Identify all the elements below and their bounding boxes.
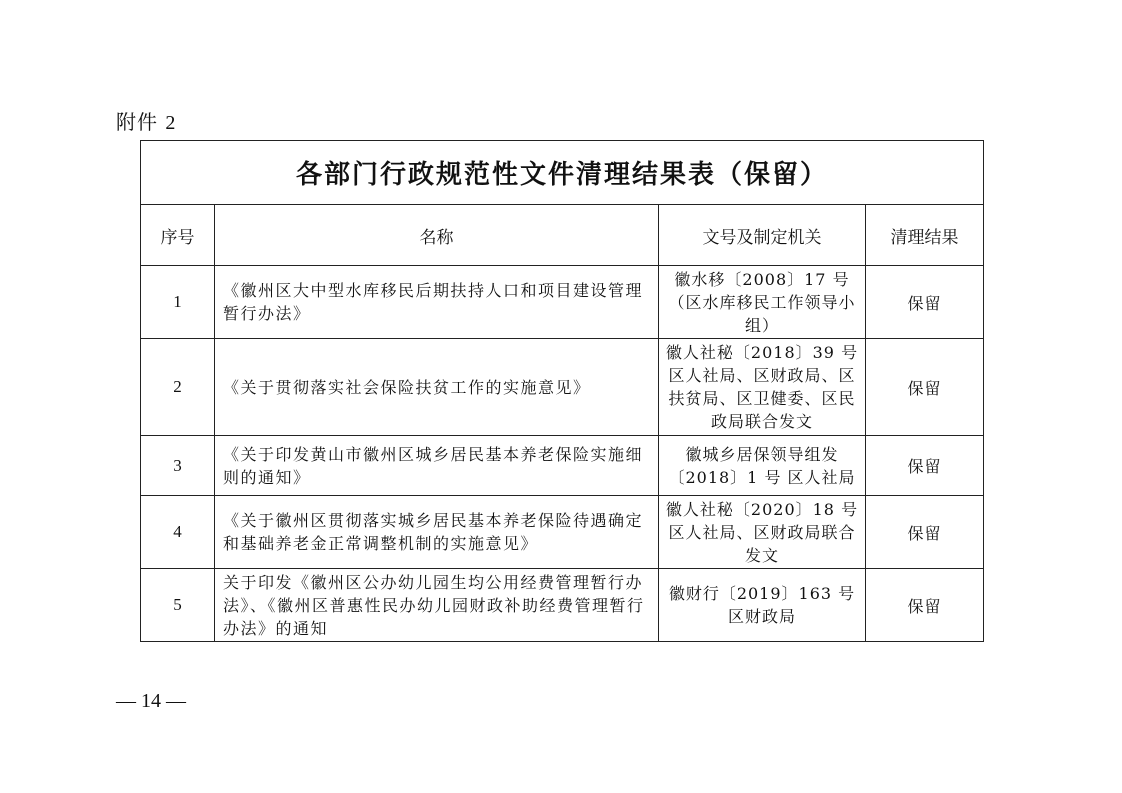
- row-doc: 徽人社秘〔2018〕39 号区人社局、区财政局、区扶贫局、区卫健委、区民政局联合发文: [659, 339, 866, 436]
- row-result: 保留: [866, 266, 984, 339]
- row-result: 保留: [866, 339, 984, 436]
- header-seq: 序号: [141, 205, 215, 266]
- row-doc: 徽人社秘〔2020〕18 号区人社局、区财政局联合发文: [659, 496, 866, 569]
- row-doc: 徽城乡居保领导组发〔2018〕1 号 区人社局: [659, 436, 866, 496]
- row-doc: 徽水移〔2008〕17 号（区水库移民工作领导小组）: [659, 266, 866, 339]
- table-row: [141, 496, 984, 569]
- table-row: [141, 569, 984, 642]
- page-number: — 14 —: [116, 690, 186, 712]
- row-result: 保留: [866, 569, 984, 642]
- header-result: 清理结果: [866, 205, 984, 266]
- row-name: 关于印发《徽州区公办幼儿园生均公用经费管理暂行办法》、《徽州区普惠性民办幼儿园财政补助经费管理暂行办法》的通知: [215, 569, 659, 642]
- row-seq: 5: [141, 569, 215, 642]
- attachment-number: 2: [165, 112, 177, 134]
- table-title: 各部门行政规范性文件清理结果表（保留）: [141, 141, 984, 205]
- results-table: [140, 140, 984, 642]
- row-seq: 2: [141, 339, 215, 436]
- attachment-text: 附件: [116, 110, 158, 134]
- row-result: 保留: [866, 496, 984, 569]
- row-seq: 4: [141, 496, 215, 569]
- row-name: 《徽州区大中型水库移民后期扶持人口和项目建设管理暂行办法》: [215, 266, 659, 339]
- row-seq: 3: [141, 436, 215, 496]
- header-row: [141, 205, 984, 266]
- row-name: 《关于徽州区贯彻落实城乡居民基本养老保险待遇确定和基础养老金正常调整机制的实施意见》: [215, 496, 659, 569]
- row-result: 保留: [866, 436, 984, 496]
- row-name: 《关于贯彻落实社会保险扶贫工作的实施意见》: [215, 339, 659, 436]
- table-row: [141, 339, 984, 436]
- row-name: 《关于印发黄山市徽州区城乡居民基本养老保险实施细则的通知》: [215, 436, 659, 496]
- row-doc: 徽财行〔2019〕163 号区财政局: [659, 569, 866, 642]
- table-row: [141, 436, 984, 496]
- header-name: 名称: [215, 205, 659, 266]
- table-row: [141, 266, 984, 339]
- header-doc: 文号及制定机关: [659, 205, 866, 266]
- attachment-label: [116, 106, 176, 135]
- row-seq: 1: [141, 266, 215, 339]
